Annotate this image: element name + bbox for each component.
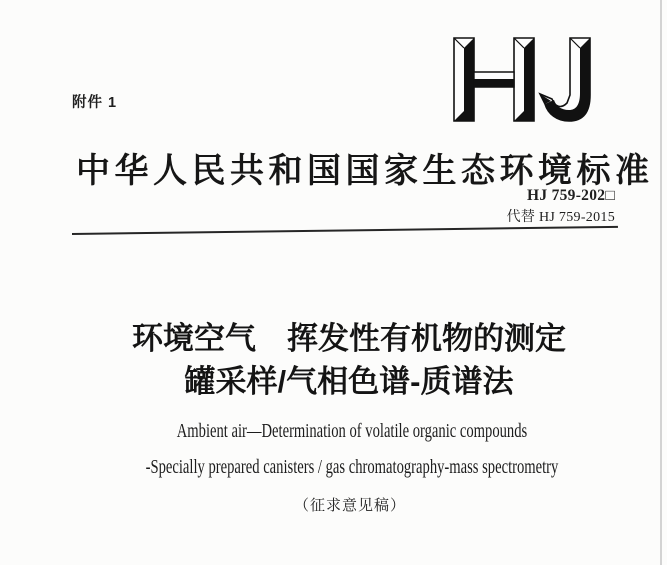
standard-number: HJ 759-202□ [526, 187, 615, 204]
title-en-line2: -Specially prepared canisters / gas chromatography-mass spectrometry [145, 456, 559, 478]
hj-logo-icon [453, 37, 591, 122]
header-rule [72, 226, 618, 235]
title-en-line1: Ambient air—Determination of volatile organic compounds [176, 420, 528, 442]
title-cn-line2: 罐采样/气相色谱-质谱法 [184, 364, 514, 399]
replaces-note: 代替 HJ 759-2015 [506, 210, 615, 225]
standard-org-title: 中华人民共和国国家生态环境标准 [76, 153, 654, 190]
title-cn-line1: 环境空气 挥发性有机物的测定 [132, 321, 566, 356]
scan-page-edge [660, 0, 662, 565]
attachment-label: 附件 1 [72, 95, 118, 111]
draft-status: （征求意见稿） [293, 497, 406, 514]
